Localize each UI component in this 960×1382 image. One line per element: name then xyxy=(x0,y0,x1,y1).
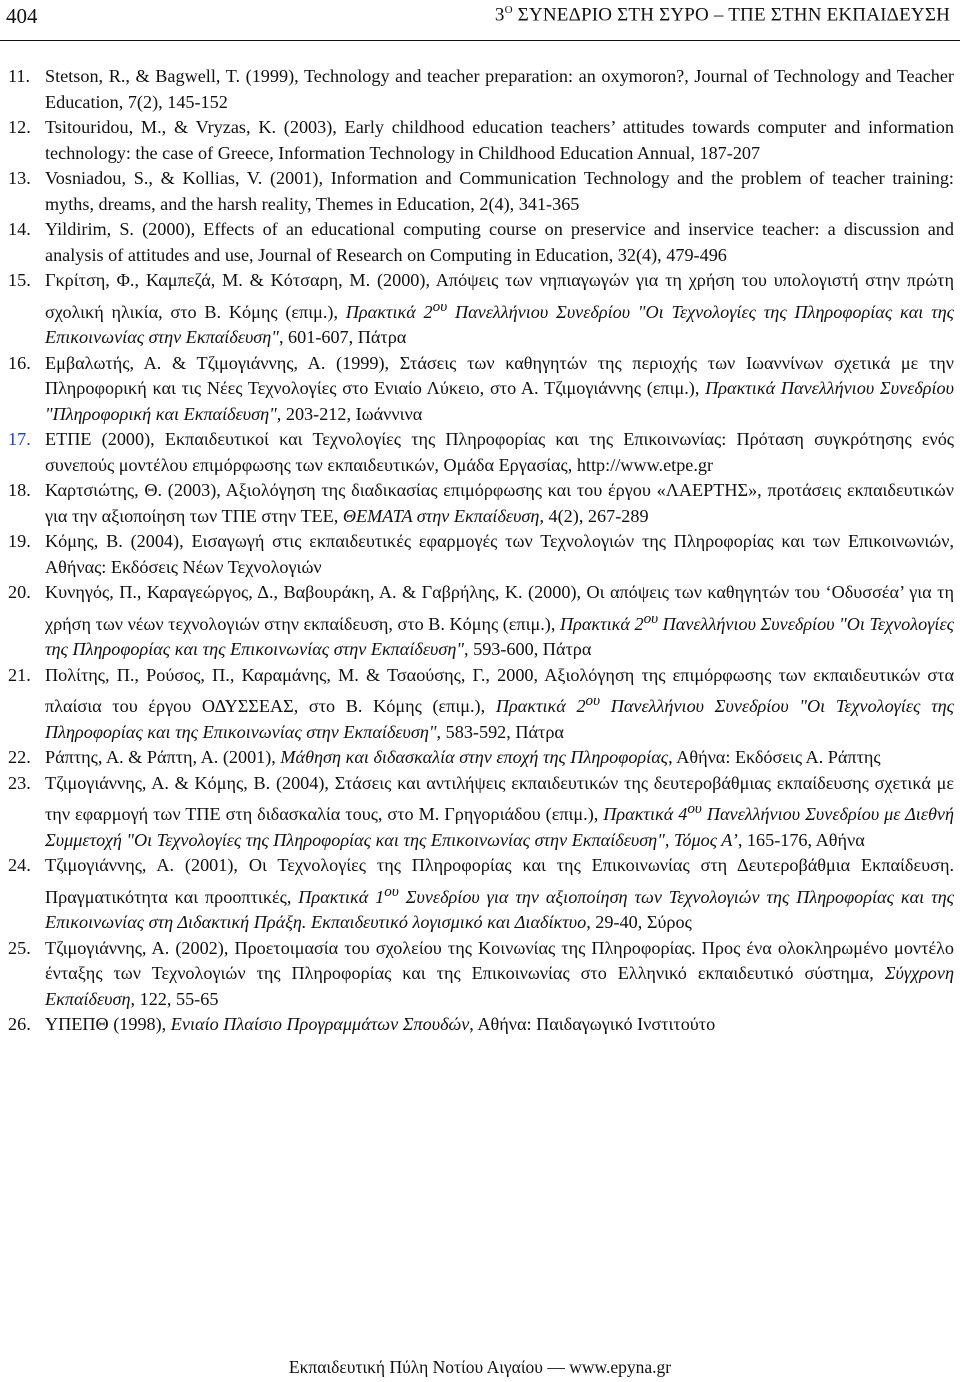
reference-text xyxy=(45,117,954,163)
reference-item xyxy=(8,663,954,746)
text-segment: Καρτσιώτης, Θ. (2003), Αξιολόγηση της διαδικασίας επιμόρφωσης και του έργου «ΛΑΕΡΤΗΣ», προτάσεις εκπαιδευτικών για την αξιοποίηση των ΤΠΕ στην ΤΕΕ, xyxy=(45,480,954,526)
reference-item xyxy=(8,64,954,115)
text-segment: Γκρίτση, Φ., Καμπεζά, Μ. & Κότσαρη, Μ. (2000), Απόψεις των νηπιαγωγών για τη χρήση του υπολογιστή στην πρώτη σχολική ηλικία, στο Β. Κόμης (επιμ.), xyxy=(45,270,954,322)
ordinal-superscript: ου xyxy=(384,882,399,900)
text-segment: ΕΤΠΕ (2000), Εκπαιδευτικοί και Τεχνολογίες της Πληροφορίας και της Επικοινωνίας: Πρόταση συγκρότησης ενός συνεπούς μοντέλου επιμόρφωσης των εκπαιδευτικών, Ομάδα Εργασίας, http://www.etpe.gr xyxy=(45,429,954,475)
reference-number: 11. xyxy=(8,66,31,86)
italic-segment: Πρακτικά 2 xyxy=(559,613,644,634)
text-segment: Tsitouridou, M., & Vryzas, K. (2003), Early childhood education teachers’ attitudes towards computer and information technology: the case of Greece, Information Technology in Childhood Education Annual, 187-207 xyxy=(45,117,954,163)
text-segment: Τζιμογιάννης, Α. (2001), Οι Τεχνολογίες της Πληροφορίας και της Επικοινωνίας στη Δευτεροβάθμια Εκπαίδευση. Πραγματικότητα και προοπτικές, xyxy=(45,855,954,907)
reference-item xyxy=(8,853,954,936)
italic-segment: Συνεδρίου για την αξιοποίηση των Τεχνολογιών της Πληροφορίας και της Επικοινωνίας στη Διδακτική Πράξη. Εκπαιδευτικό λογισμικό και Διαδίκτυο, xyxy=(45,886,954,933)
text-segment: , 593-600, Πάτρα xyxy=(464,639,592,660)
page-footer: Εκπαιδευτική Πύλη Νοτίου Αιγαίου — www.epyna.gr xyxy=(288,1357,672,1377)
text-segment: , 4(2), 267-289 xyxy=(539,505,649,526)
reference-item xyxy=(8,529,954,580)
reference-text xyxy=(45,480,954,526)
text-segment: , 122, 55-65 xyxy=(130,988,219,1009)
reference-text xyxy=(45,665,954,742)
reference-number: 19. xyxy=(8,531,31,552)
reference-number: 15. xyxy=(8,270,31,290)
italic-segment: Πρακτικά 2 xyxy=(345,301,433,322)
italic-segment: Πρακτικά 4 xyxy=(603,804,688,825)
reference-item xyxy=(8,217,954,268)
reference-number: 12. xyxy=(8,117,31,137)
reference-item xyxy=(8,166,954,217)
reference-text xyxy=(45,168,954,214)
text-segment: ΥΠΕΠΘ (1998), xyxy=(45,1014,171,1035)
text-segment: Vosniadou, S., & Kollias, V. (2001), Information and Communication Technology and the problem of teacher training: myths, dreams, and the harsh reality, Themes in Education, 2(4), 341-365 xyxy=(45,168,954,214)
reference-number: 17. xyxy=(8,429,31,450)
reference-text xyxy=(45,1014,715,1034)
text-segment: Yildirim, S. (2000), Effects of an educational computing course on preservice and inservice teacher: a discussion and analysis of attitudes and use, Journal of Research on Computing in Education, 32(4), 479-496 xyxy=(45,219,954,265)
running-title-text: ΣΥΝΕΔΡΙΟ ΣΤΗ ΣΥΡΟ – ΤΠΕ ΣΤΗΝ ΕΚΠΑΙΔΕΥΣΗ xyxy=(512,4,950,26)
reference-text xyxy=(45,270,954,347)
ordinal-superscript: ου xyxy=(643,609,659,627)
reference-number: 23. xyxy=(8,772,31,793)
reference-number: 16. xyxy=(8,352,31,373)
reference-text xyxy=(45,429,954,475)
reference-number: 18. xyxy=(8,480,31,501)
reference-number: 26. xyxy=(8,1014,31,1035)
italic-segment: Πανελλήνιου Συνεδρίου "Οι Τεχνολογίες της Πληροφορίας και της Επικοινωνίας στην Εκπαίδευση" xyxy=(45,301,954,348)
text-segment: , Αθήνα: Παιδαγωγικό Ινστιτούτο xyxy=(469,1014,716,1035)
page-header xyxy=(0,0,960,41)
text-segment: Κυνηγός, Π., Καραγεώργος, Δ., Βαβουράκη, Α. & Γαβρήλης, Κ. (2000), Οι απόψεις των καθηγητών του ‘Οδυσσέα’ για τη χρήση των νέων τεχνολογιών στην εκπαίδευση, στο Β. Κόμης (επιμ.), xyxy=(45,582,954,634)
reference-text xyxy=(45,747,881,767)
reference-item xyxy=(8,115,954,166)
reference-number: 22. xyxy=(8,747,31,768)
reference-item xyxy=(8,1012,954,1038)
italic-segment: Πανελλήνιου Συνεδρίου "Οι Τεχνολογίες της Πληροφορίας και της Επικοινωνίας στην Εκπαίδευση" xyxy=(45,696,954,742)
reference-list xyxy=(8,64,954,1038)
text-segment: , Αθήνα: Εκδόσεις Α. Ράπτης xyxy=(668,747,881,768)
running-title-number: 3 xyxy=(494,4,505,26)
italic-segment: Πρακτικά 1 xyxy=(298,886,385,907)
reference-text xyxy=(45,219,954,265)
reference-item xyxy=(8,580,954,663)
text-segment: Τζιμογιάννης, Α. & Κόμης, Β. (2004), Στάσεις και αντιλήψεις εκπαιδευτικών της δευτεροβάθμιας εκπαίδευσης σχετικά με την εφαρμογή των ΤΠΕ στη διδασκαλία τους, στο Μ. Γρηγοριάδου (επιμ.), xyxy=(45,772,954,825)
reference-text xyxy=(45,582,954,659)
text-segment: , 203-212, Ιωάννινα xyxy=(276,403,423,424)
text-segment: Ράπτης, Α. & Ράπτη, Α. (2001), xyxy=(45,747,281,768)
text-segment: , 601-607, Πάτρα xyxy=(278,327,407,348)
ordinal-superscript: ου xyxy=(687,800,702,818)
text-segment: Πολίτης, Π., Ρούσος, Π., Καραμάνης, Μ. & Τσαούσης, Γ., 2000, Αξιολόγηση της επιμόρφωσης των εκπαιδευτικών στα πλαίσια του έργου ΟΔΥΣΣΕΑΣ, στο Β. Κόμης (επιμ.), xyxy=(45,664,954,717)
reference-text xyxy=(45,773,954,850)
running-title xyxy=(0,4,950,26)
reference-text xyxy=(45,353,954,424)
reference-text xyxy=(45,66,954,112)
reference-item xyxy=(8,427,954,478)
text-segment: , 165-176, Αθήνα xyxy=(737,829,865,850)
reference-text xyxy=(45,855,954,932)
reference-item xyxy=(8,936,954,1013)
ordinal-superscript: ου xyxy=(585,692,601,710)
italic-segment: Μάθηση και διδασκαλία στην εποχή της Πληροφορίας xyxy=(280,747,669,768)
text-segment: 29-40, Σύρος xyxy=(590,912,692,933)
reference-number: 14. xyxy=(8,219,31,239)
reference-item xyxy=(8,478,954,529)
page-number: 404 xyxy=(6,4,38,28)
italic-segment: Πανελλήνιου Συνεδρίου "Οι Τεχνολογίες της Πληροφορίας και της Επικοινωνίας στην Εκπαίδευση" xyxy=(45,613,955,660)
reference-item xyxy=(8,268,954,351)
text-segment: Κόμης, Β. (2004), Εισαγωγή στις εκπαιδευτικές εφαρμογές των Τεχνολογιών της Πληροφορίας και των Επικοινωνιών, Αθήνας: Εκδόσεις Νέων Τεχνολογιών xyxy=(45,531,954,577)
reference-number: 25. xyxy=(8,937,31,958)
italic-segment: Πρακτικά 2 xyxy=(495,696,586,717)
reference-number: 20. xyxy=(8,582,31,603)
reference-text xyxy=(45,938,954,1009)
reference-number: 13. xyxy=(8,168,31,188)
text-segment: Τζιμογιάννης, Α. (2002), Προετοιμασία του σχολείου της Κοινωνίας της Πληροφορίας. Προς ένα ολοκληρωμένο μοντέλο ένταξης των Τεχνολογιών της Πληροφορίας και της Επικοινωνίας στο Ελληνικό εκπαιδευτικό σύστημα, xyxy=(45,937,954,984)
reference-item xyxy=(8,771,954,854)
italic-segment: Σύγχρονη Εκπαίδευση xyxy=(45,963,954,1009)
reference-item xyxy=(8,351,954,428)
ordinal-superscript: ου xyxy=(432,297,448,315)
italic-segment: Ενιαίο Πλαίσιο Προγραμμάτων Σπουδών xyxy=(170,1014,470,1035)
italic-segment: Πρακτικά Πανελλήνιου Συνεδρίου "Πληροφορική και Εκπαίδευση" xyxy=(45,378,954,424)
reference-number: 21. xyxy=(8,664,31,685)
reference-number: 24. xyxy=(8,855,31,876)
reference-text xyxy=(45,531,954,577)
italic-segment: Πανελλήνιου Συνεδρίου με Διεθνή Συμμετοχή "Οι Τεχνολογίες της Πληροφορίας και της Επικοινωνίας στην Εκπαίδευση", Τόμος Α’ xyxy=(45,804,954,850)
reference-item xyxy=(8,745,954,771)
text-segment: , 583-592, Πάτρα xyxy=(436,721,564,742)
italic-segment: ΘΕΜΑΤΑ στην Εκπαίδευση xyxy=(342,505,540,526)
text-segment: Stetson, R., & Bagwell, T. (1999), Technology and teacher preparation: an oxymoron?, Journal of Technology and Teacher Education, 7(2), 145-152 xyxy=(45,66,954,112)
text-segment: Εμβαλωτής, Α. & Τζιμογιάννης, Α. (1999), Στάσεις των καθηγητών της περιοχής των Ιωαννίνων σχετικά με την Πληροφορική και τις Νέες Τεχνολογίες στο Ενιαίο Λύκειο, στο Α. Τζιμογιάννης (επιμ.), xyxy=(45,352,954,399)
running-title-superscript: Ο xyxy=(504,4,513,16)
